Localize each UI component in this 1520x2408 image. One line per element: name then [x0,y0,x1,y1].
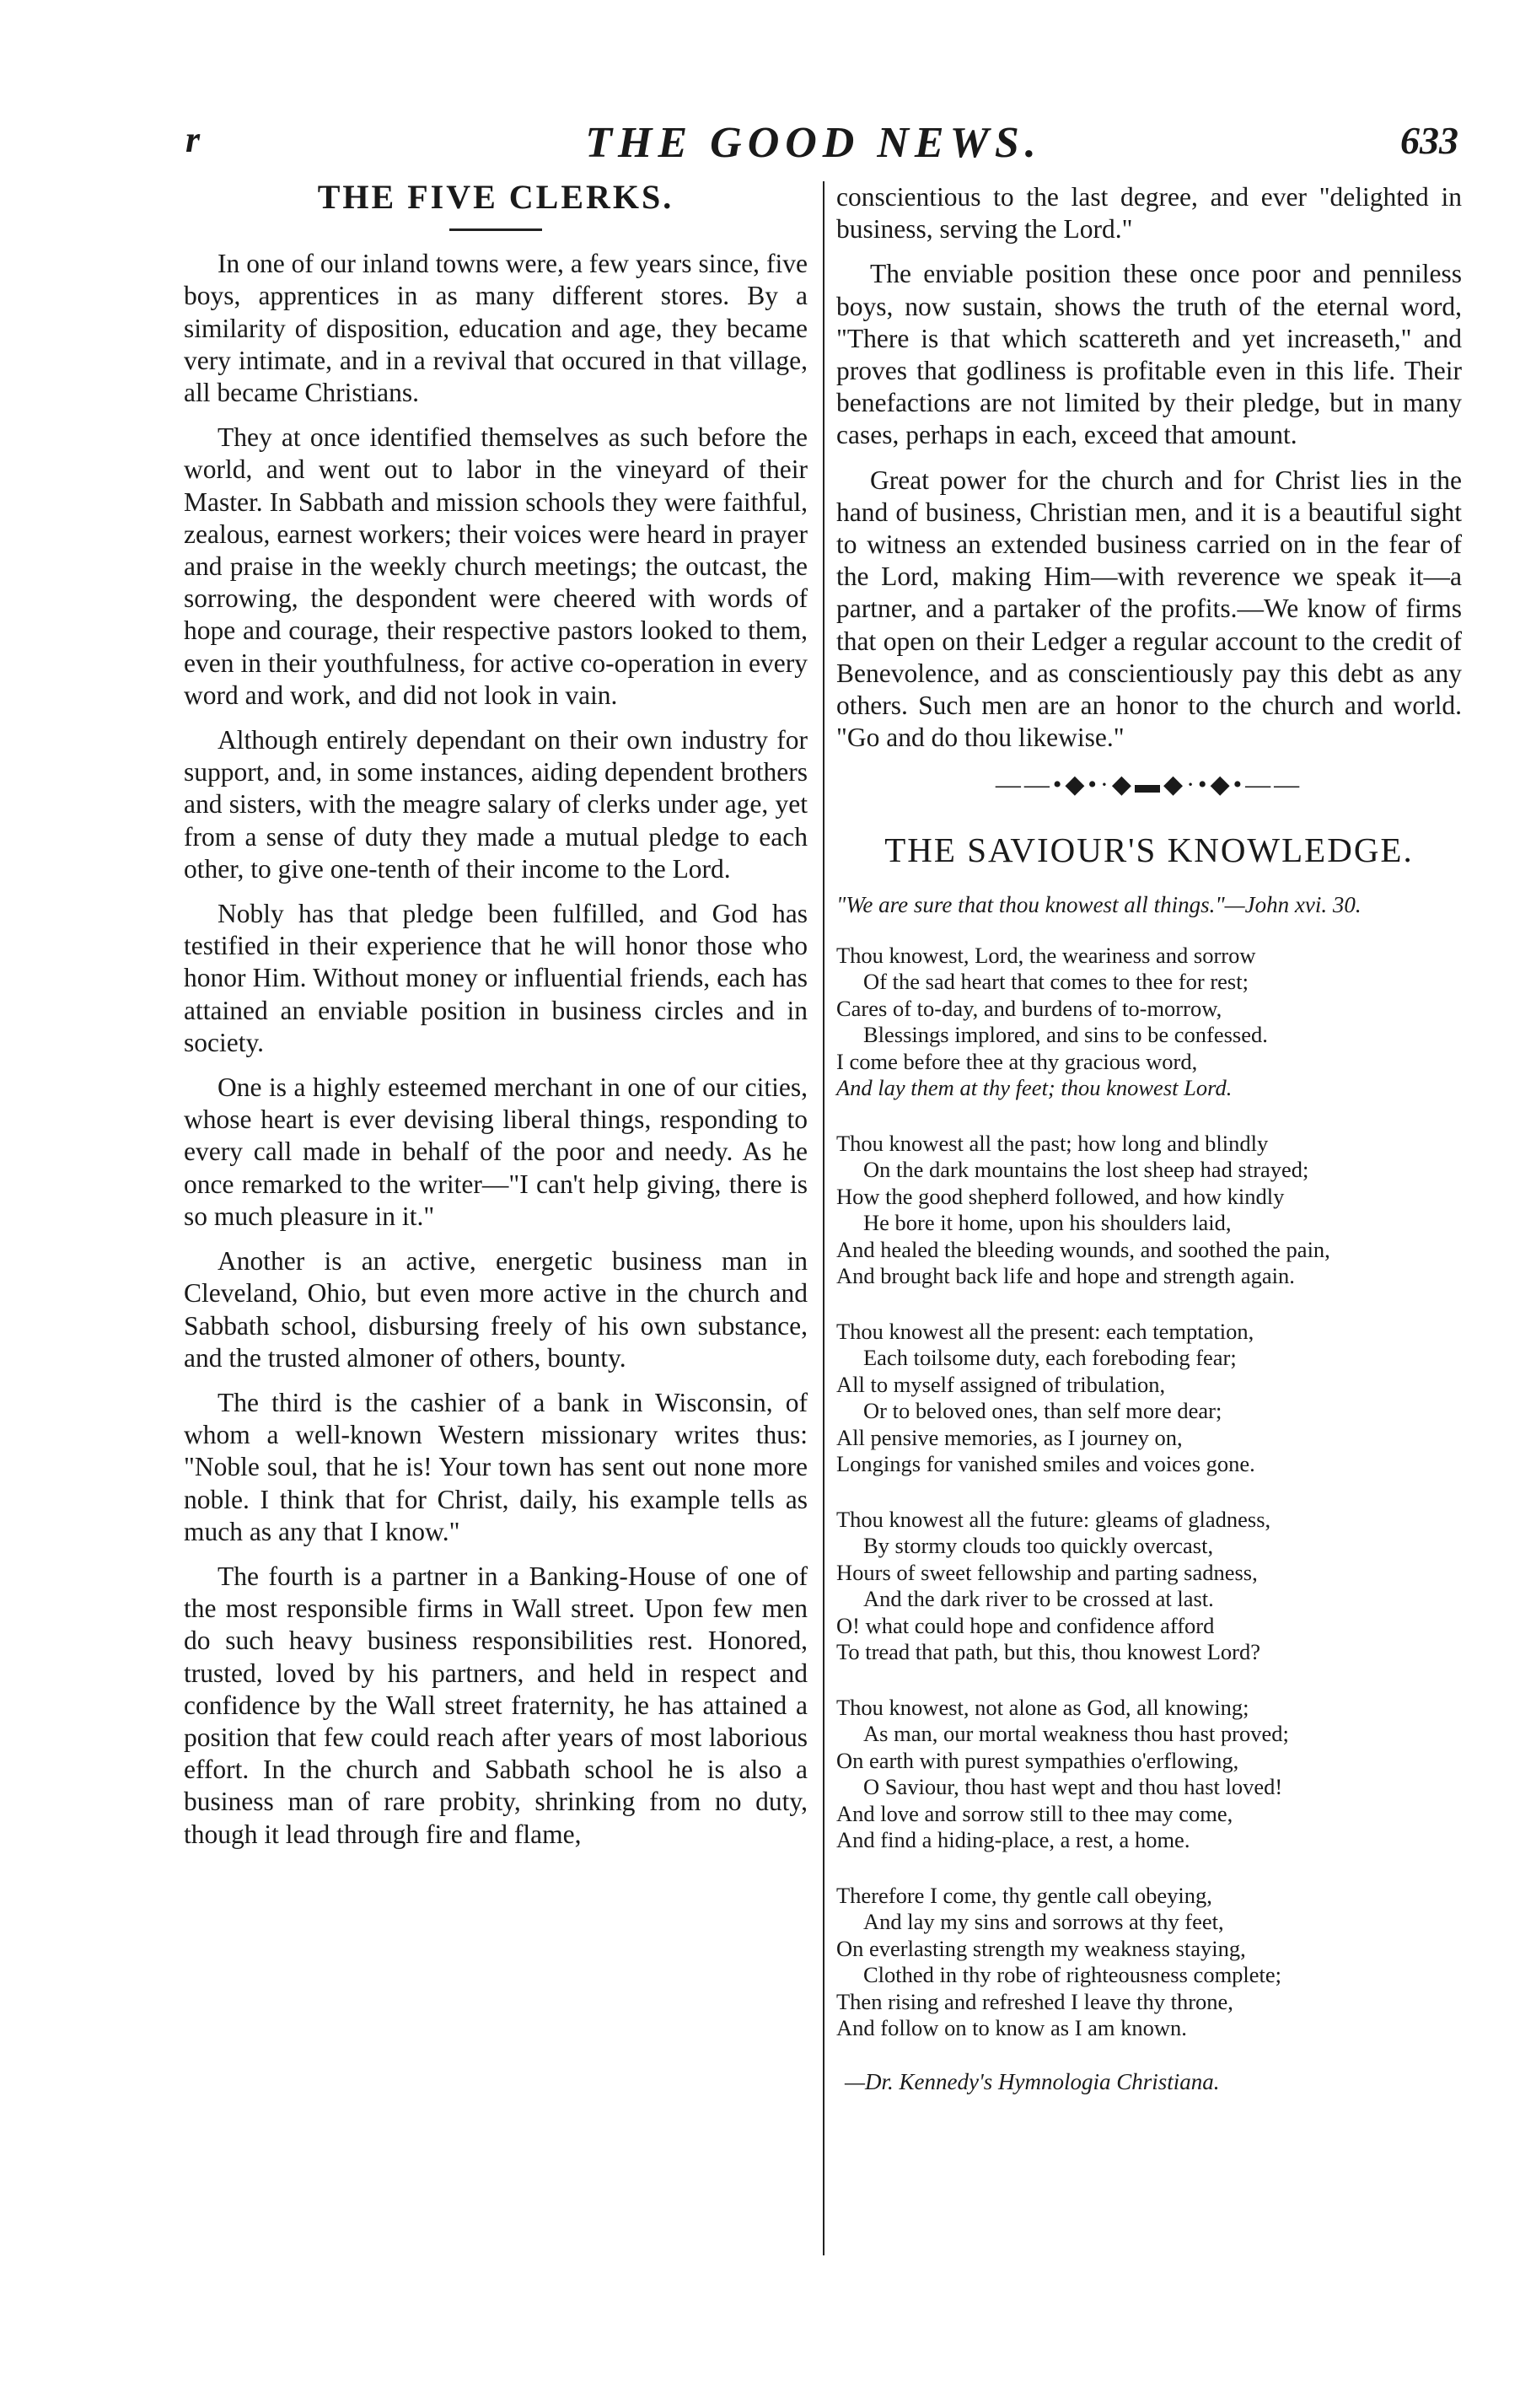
poem-line: And follow on to know as I am known. [836,2015,1187,2041]
poem-line: Longings for vanished smiles and voices gone. [836,1451,1255,1477]
running-head [169,118,1458,177]
poem-line: As man, our mortal weakness thou hast proved; [863,1721,1289,1747]
poem-line: And find a hiding-place, a rest, a home. [836,1827,1190,1853]
poem-stanza [836,1319,1462,1478]
poem-line: Then rising and refreshed I leave thy throne, [836,1988,1233,2014]
article-title-saviours-knowledge: THE SAVIOUR'S KNOWLEDGE. [884,830,1414,869]
poem-line: How the good shepherd followed, and how kindly [836,1183,1285,1209]
poem-stanza [836,943,1462,1102]
poem-epigraph: "We are sure that thou knowest all things."—John xvi. 30. [836,891,1362,917]
article-paragraph: Nobly has that pledge been fulfilled, and God has testified in their experience that he will honor those who honor Him. Without money or influential friends, each has attained an enviable position in business circles and in society. [184,899,808,1057]
poem-line: Thou knowest all the present: each temptation, [836,1318,1254,1344]
poem-line: And brought back life and hope and strength again. [836,1263,1295,1289]
poem-line: And the dark river to be crossed at last. [863,1586,1214,1612]
article-paragraph: The enviable position these once poor and penniless boys, now sustain, shows the truth of the eternal word, "There is that which scattereth and yet increaseth," and proves that godliness is profitable even in this life. Their benefactions are not limited by their pledge, but in many cases, perhaps in each, exceed that amount. [836,259,1462,450]
poem-line: Thou knowest all the future: gleams of gladness, [836,1506,1271,1532]
left-column [184,178,808,1863]
poem-line: Cares of to-day, and burdens of to-morrow, [836,995,1222,1021]
poem-line: Thou knowest, not alone as God, all knowing; [836,1694,1249,1720]
poem-line: All pensive memories, as I journey on, [836,1424,1183,1450]
article-paragraph: Great power for the church and for Christ lies in the hand of business, Christian men, and it is a beautiful sight to witness an extended business carried on in the fear of the Lord, making Him—with reverence we speak it—a partner, and a partaker of the profits.—We know of firms that open on their Ledger a regular account to the credit of Benevolence, and as conscientiously pay this debt as any others. Such men are an honor to the church and world. "Go and do thou likewise." [836,465,1462,753]
publication-title: THE GOOD NEWS. [585,119,1042,167]
poem-line: Or to beloved ones, than self more dear; [863,1398,1222,1424]
poem-line: And love and sorrow still to thee may come, [836,1800,1233,1826]
article-paragraph: One is a highly esteemed merchant in one of our cities, whose heart is ever devising liberal things, responding to every call made in behalf of the poor and needy. As he once remarked to the writer—"I can't help giving, there is so much pleasure in it." [184,1072,808,1231]
poem-line: Thou knowest all the past; how long and blindly [836,1130,1269,1156]
article-paragraph: In one of our inland towns were, a few years since, five boys, apprentices in as many different stores. By a similarity of disposition, education and age, they became very intimate, and in a revival that occured in that village, all became Christians. [184,249,808,408]
poem-line: O Saviour, thou hast wept and thou hast loved! [863,1774,1283,1800]
poem-stanza [836,1883,1462,2042]
poem-line: Blessings implored, and sins to be confessed. [863,1022,1268,1048]
poem-line: All to myself assigned of tribulation, [836,1371,1166,1397]
poem-line: Thou knowest, Lord, the weariness and sorrow [836,942,1256,968]
article-paragraph: The third is the cashier of a bank in Wisconsin, of whom a well-known Western missionary writes thus: "Noble soul, that he is! Your town has sent out none more noble. I think that for Christ, daily, his example tells as much as any that I know." [184,1387,808,1546]
poem-line: I come before thee at thy gracious word, [836,1048,1198,1074]
poem-stanza [836,1507,1462,1666]
article-continuation: conscientious to the last degree, and ever "delighted in business, serving the Lord." [836,182,1462,245]
poem-line: Hours of sweet fellowship and parting sadness, [836,1559,1258,1585]
article-paragraph: Another is an active, energetic business man in Cleveland, Ohio, but even more active in the church and Sabbath school, disbursing freely of his own substance, and the trusted almoner of others, bounty. [184,1246,808,1373]
title-rule [449,228,542,231]
article-paragraph: Although entirely dependant on their own industry for support, and, in some instances, aiding dependent brothers and sisters, with the meagre salary of clerks under age, yet from a sense of duty they made a mutual pledge to each other, to give one-tenth of their income to the Lord. [184,725,808,884]
column-divider [823,181,824,2255]
section-ornament: ——•◆•·◆▬◆·•◆•—— [995,771,1303,799]
poem-line: On the dark mountains the lost sheep had strayed; [863,1157,1309,1183]
poem-line: Each toilsome duty, each foreboding fear; [863,1345,1237,1371]
right-column [836,181,1462,2098]
poem-stanza [836,1131,1462,1290]
poem-line: By stormy clouds too quickly overcast, [863,1533,1214,1559]
article-title-five-clerks: THE FIVE CLERKS. [317,178,674,216]
poem-line: Therefore I come, thy gentle call obeying, [836,1882,1212,1908]
poem-line: And lay them at thy feet; thou knowest Lord. [836,1075,1233,1101]
article-paragraph: The fourth is a partner in a Banking-House of one of the most responsible firms in Wall street. Upon few men do such heavy business responsibilities rest. Honored, trusted, loved by his partners, and held in respect and confidence by the Wall street fraternity, he has attained a position that few could reach after years of most laborious effort. In the church and Sabbath school he is also a business man of rare probity, shrinking from no duty, though it lead through fire and flame, [184,1561,808,1849]
poem-line: To tread that path, but this, thou knowest Lord? [836,1639,1261,1665]
poem-line: And lay my sins and sorrows at thy feet, [863,1909,1224,1935]
page-number: 633 [1400,119,1458,162]
poem-line: And healed the bleeding wounds, and soothed the pain, [836,1236,1330,1262]
poem-line: He bore it home, upon his shoulders laid, [863,1210,1232,1236]
poem-attribution: —Dr. Kennedy's Hymnologia Christiana. [845,2068,1220,2094]
page-mark: r [185,119,201,160]
poem-stanza [836,1695,1462,1854]
article-paragraph: They at once identified themselves as such before the world, and went out to labor in the vineyard of their Master. In Sabbath and mission schools they were faithful, zealous, earnest workers; their voices were heard in prayer and praise in the weekly church meetings; the outcast, the sorrowing, the despondent were cheered with words of hope and courage, their respective pastors looked to them, even in their youthfulness, for active co-operation in every word and work, and did not look in vain. [184,422,808,710]
poem-line: On everlasting strength my weakness staying, [836,1935,1246,1961]
poem-line: O! what could hope and confidence afford [836,1612,1215,1638]
poem-line: Of the sad heart that comes to thee for rest; [863,969,1249,995]
poem-line: On earth with purest sympathies o'erflowing, [836,1747,1239,1773]
poem-line: Clothed in thy robe of righteousness complete; [863,1962,1282,1988]
